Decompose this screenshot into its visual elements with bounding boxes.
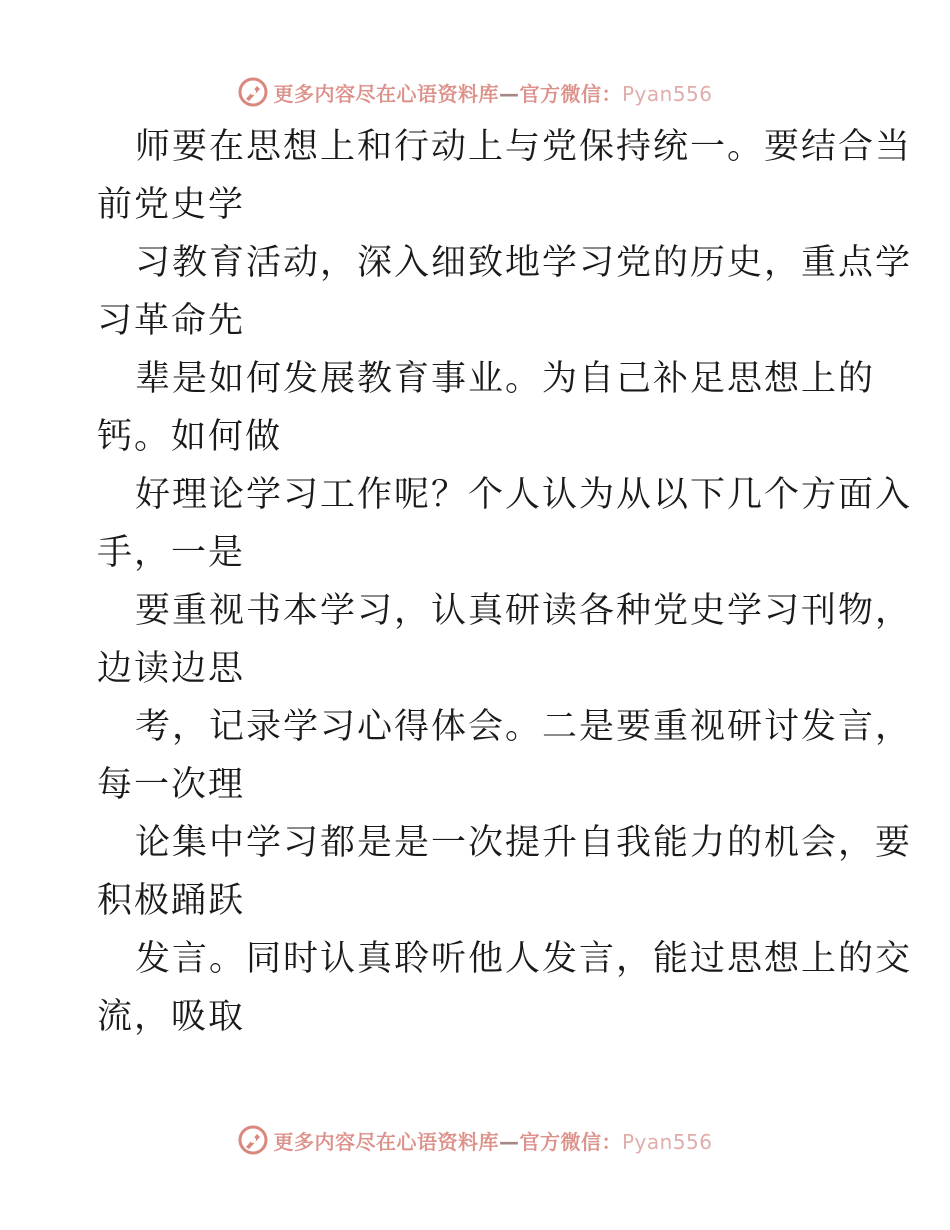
- watermark-separator: —: [498, 81, 520, 106]
- text-line: 边读边思: [97, 649, 246, 689]
- text-line: 每一次理: [97, 765, 246, 805]
- text-line: 前党史学: [97, 185, 246, 225]
- text-line: 师要在思想上和行动上与党保持统一。要结合当: [135, 127, 913, 167]
- document-body: [97, 118, 913, 1046]
- text-line: 好理论学习工作呢？个人认为从以下几个方面入: [135, 475, 913, 515]
- text-line: 习教育活动，深入细致地学习党的历史，重点学: [135, 243, 913, 283]
- text-line: 流，吸取: [97, 997, 246, 1037]
- text-line: 手，一是: [97, 533, 246, 573]
- pen-nib-logo-icon: [237, 76, 269, 108]
- watermark-separator: —: [498, 1129, 520, 1154]
- watermark-wechat-id: Pyan556: [621, 1129, 713, 1154]
- text-line: 考，记录学习心得体会。二是要重视研讨发言，: [135, 707, 913, 747]
- text-line: 钙。如何做: [97, 417, 283, 457]
- footer-watermark: [0, 1120, 950, 1160]
- text-line: 积极踊跃: [97, 881, 246, 921]
- pen-nib-logo-icon: [237, 1124, 269, 1156]
- text-line: 论集中学习都是是一次提升自我能力的机会，要: [135, 823, 913, 863]
- text-line: 发言。同时认真聆听他人发言，能过思想上的交: [135, 939, 913, 979]
- watermark-official-text: 官方微信：: [519, 1129, 622, 1154]
- watermark-wechat-id: Pyan556: [621, 81, 713, 106]
- header-watermark: [0, 72, 950, 112]
- watermark-main-text: 更多内容尽在心语资料库: [273, 81, 499, 106]
- text-line: 要重视书本学习，认真研读各种党史学习刊物，: [135, 591, 913, 631]
- text-line: 习革命先: [97, 301, 246, 341]
- text-line: 辈是如何发展教育事业。为自己补足思想上的: [135, 359, 876, 399]
- watermark-official-text: 官方微信：: [519, 81, 622, 106]
- watermark-main-text: 更多内容尽在心语资料库: [273, 1129, 499, 1154]
